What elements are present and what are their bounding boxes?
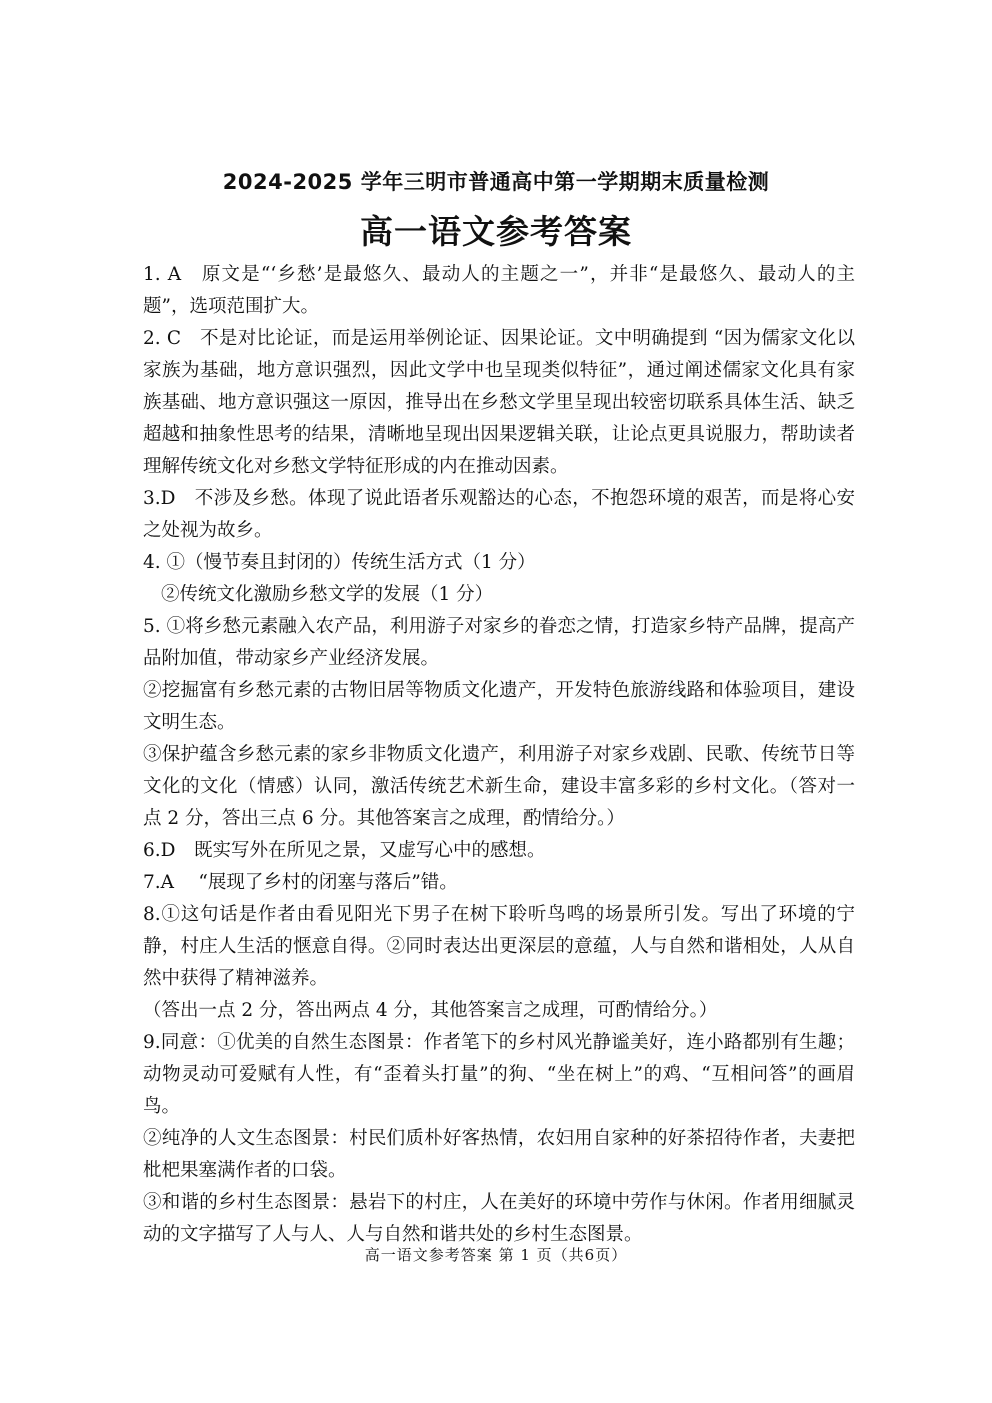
answer-9-point-1: 9.同意：①优美的自然生态图景：作者笔下的乡村风光静谧美好，连小路都别有生趣；动物灵动可爱赋有人性，有“歪着头打量”的狗、“坐在树上”的鸡、“互相问答”的画眉鸟。 [143, 1032, 855, 1117]
answer-body [143, 259, 855, 1251]
answer-5-point-1: 5. ①将乡愁元素融入农产品，利用游子对家乡的眷恋之情，打造家乡特产品牌，提高产品附加值，带动家乡产业经济发展。 [143, 616, 855, 669]
answer-6: 6.D 既实写外在所见之景，又虚写心中的感想。 [143, 840, 546, 861]
answer-1: 1. A 原文是“‘乡愁’是最悠久、最动人的主题之一”，并非“是最悠久、最动人的主题”，选项范围扩大。 [143, 264, 855, 317]
answer-3: 3.D 不涉及乡愁。体现了说此语者乐观豁达的心态，不抱怨环境的艰苦，而是将心安之处视为故乡。 [143, 488, 855, 541]
answer-2: 2. C 不是对比论证，而是运用举例论证、因果论证。文中明确提到 “因为儒家文化以家族为基础，地方意识强烈，因此文学中也呈现类似特征”，通过阐述儒家文化具有家族基础、地方意识强这一原因，推导出在乡愁文学里呈现出较密切联系具体生活、缺乏超越和抽象性思考的结果，清晰地呈现出因果逻辑关联，让论点更具说服力，帮助读者理解传统文化对乡愁文学特征形成的内在推动因素。 [143, 328, 855, 477]
page-title: 高一语文参考答案 [360, 212, 632, 251]
page-footer: 高一语文参考答案 第 1 页（共6页） [364, 1246, 628, 1264]
answer-9-point-2: ②纯净的人文生态图景：村民们质朴好客热情，农妇用自家种的好茶招待作者，夫妻把枇杷果塞满作者的口袋。 [143, 1128, 855, 1181]
answer-5-point-2: ②挖掘富有乡愁元素的古物旧居等物质文化遗产，开发特色旅游线路和体验项目，建设文明生态。 [143, 680, 855, 733]
answer-9-point-3: ③和谐的乡村生态图景：悬岩下的村庄，人在美好的环境中劳作与休闲。作者用细腻灵动的文字描写了人与人、人与自然和谐共处的乡村生态图景。 [143, 1192, 855, 1245]
answer-8: 8.①这句话是作者由看见阳光下男子在树下聆听鸟鸣的场景所引发。写出了环境的宁静，村庄人生活的惬意自得。②同时表达出更深层的意蕴，人与自然和谐相处，人从自然中获得了精神滋养。 [143, 904, 855, 989]
answer-8-scoring: （答出一点 2 分，答出两点 4 分，其他答案言之成理，可酌情给分。） [143, 1000, 718, 1021]
answer-4-point-2: ②传统文化激励乡愁文学的发展（1 分） [161, 584, 494, 605]
answer-4-point-1: 4. ①（慢节奏且封闭的）传统生活方式（1 分） [143, 552, 536, 573]
exam-header: 2024-2025 学年三明市普通高中第一学期期末质量检测 [222, 170, 770, 194]
answer-7: 7.A “展现了乡村的闭塞与落后”错。 [143, 872, 458, 893]
answer-5-point-3: ③保护蕴含乡愁元素的家乡非物质文化遗产，利用游子对家乡戏剧、民歌、传统节日等文化的文化（情感）认同，激活传统艺术新生命，建设丰富多彩的乡村文化。（答对一点 2 分，答出三点 6 分。其他答案言之成理，酌情给分。） [143, 744, 855, 829]
